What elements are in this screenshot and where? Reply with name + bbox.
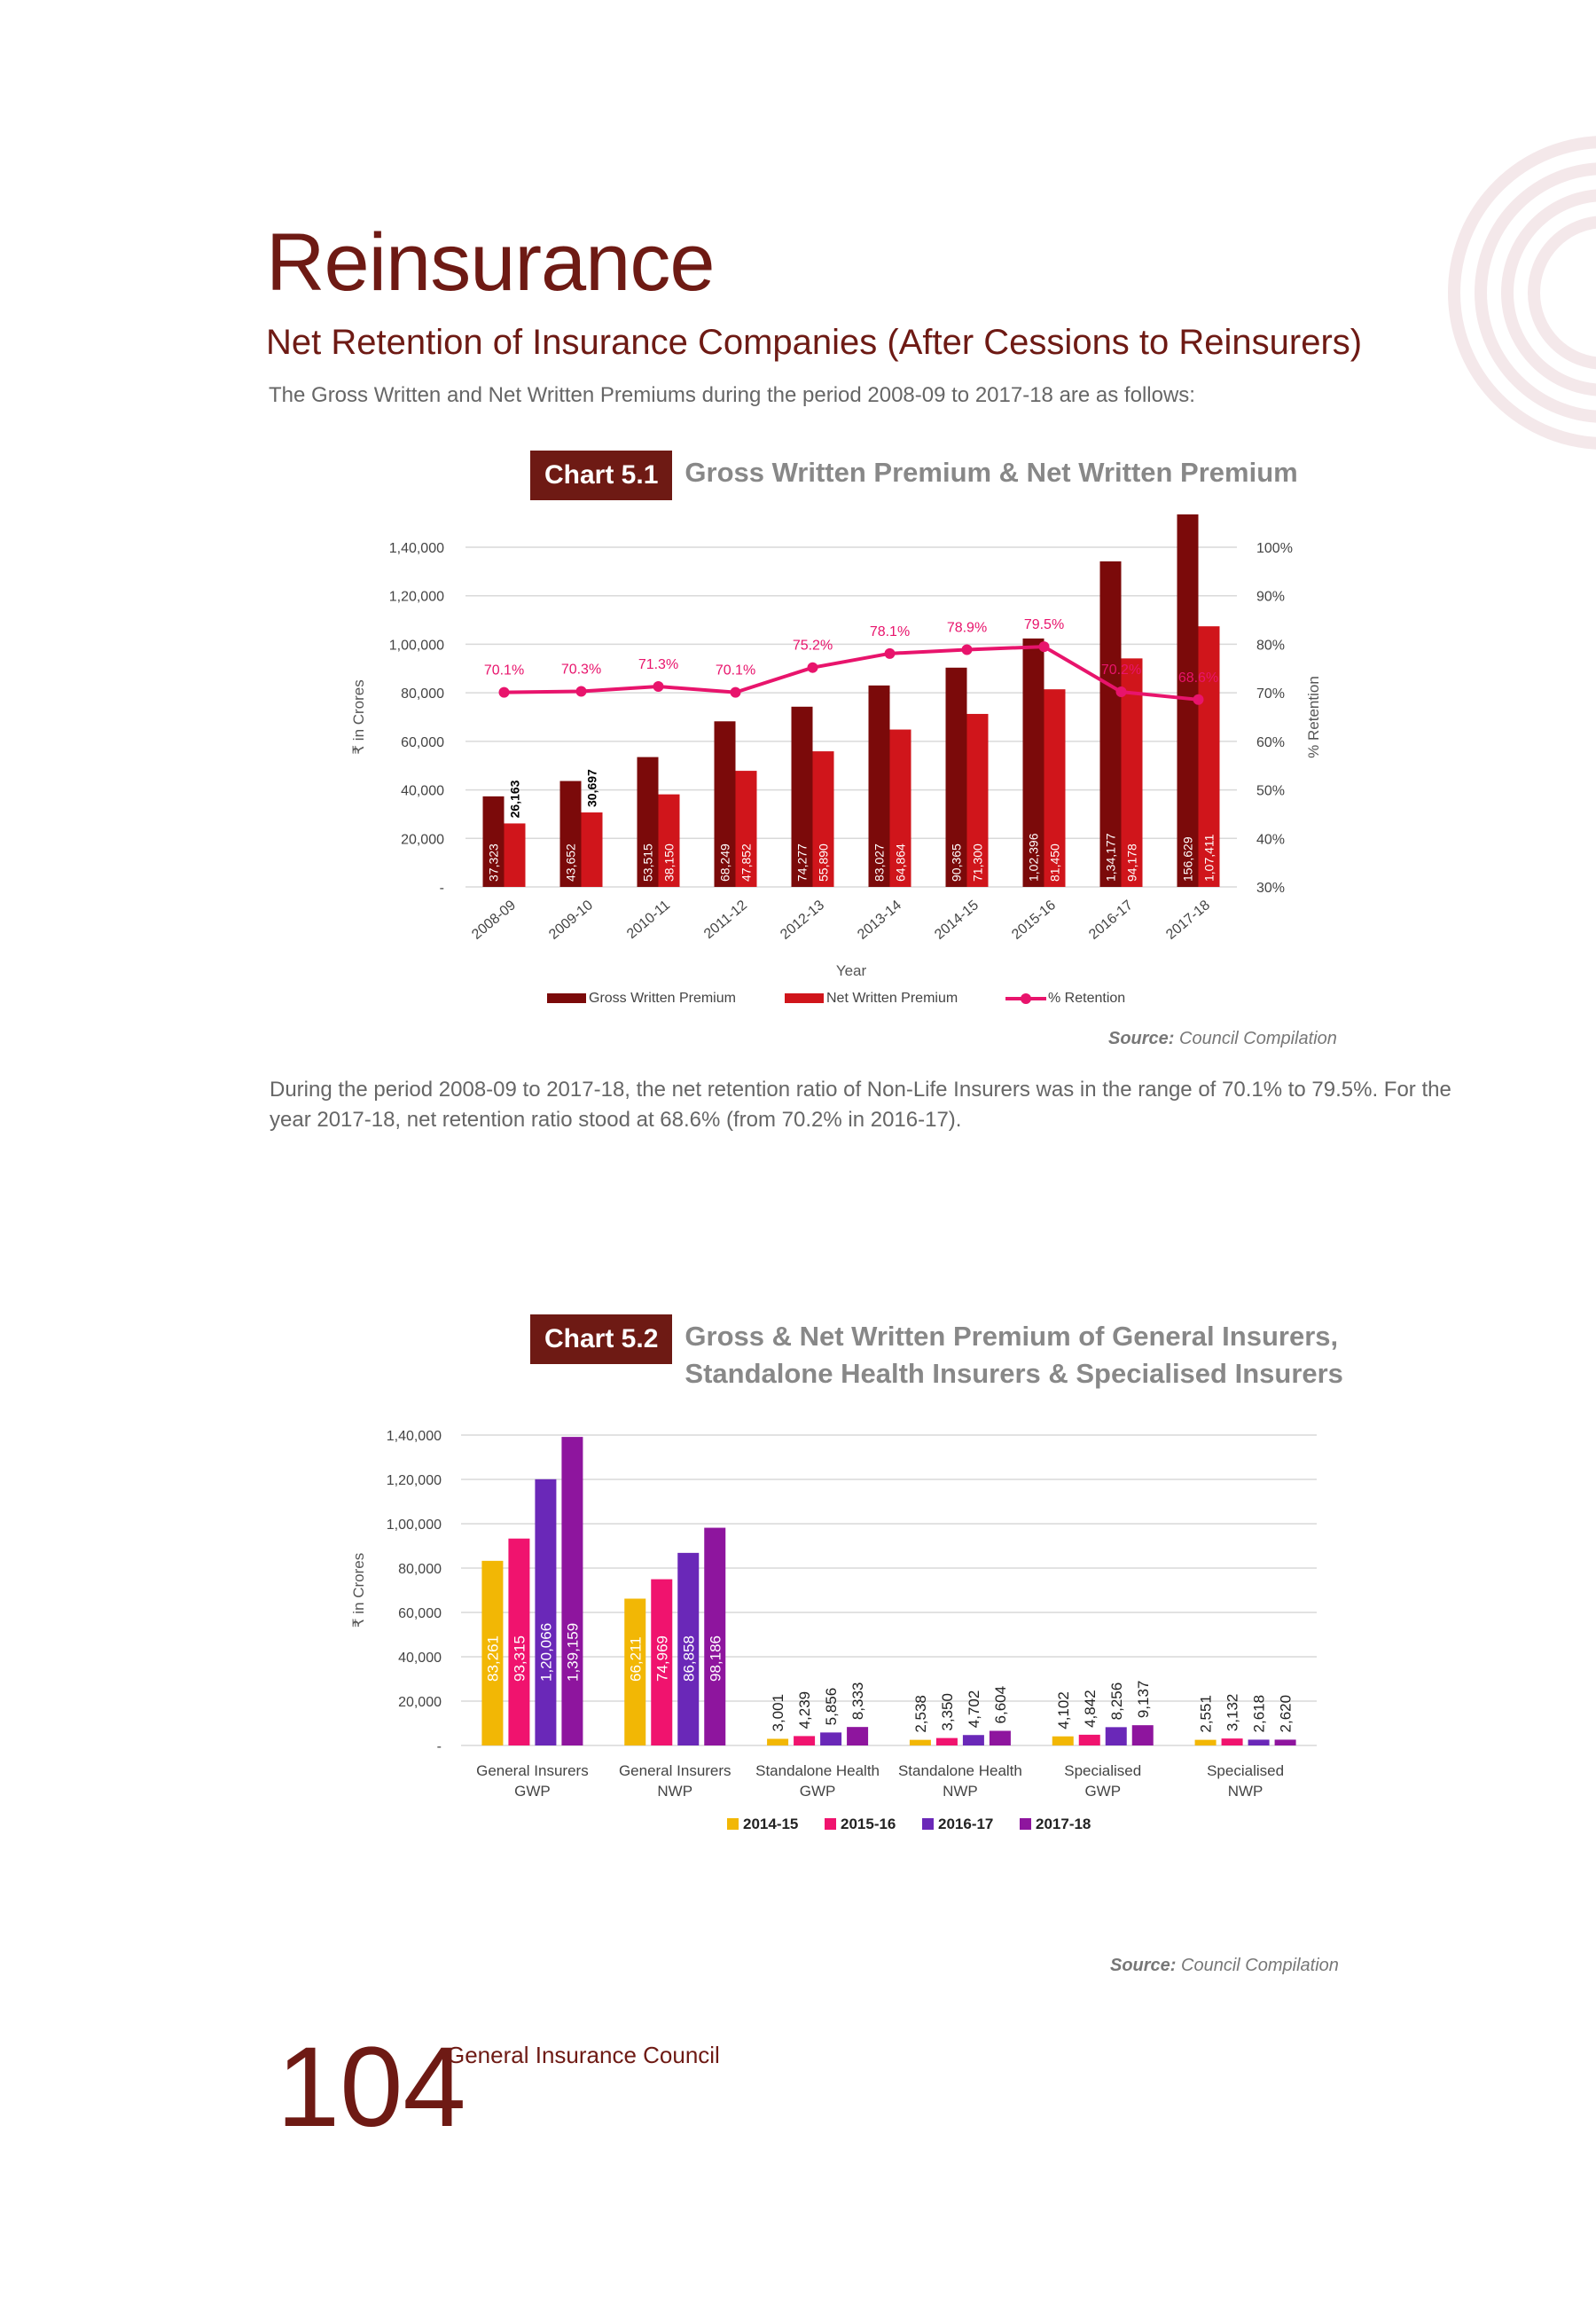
chart2-bar: [535, 1479, 556, 1745]
chart2-bar-label: 8,256: [1107, 1682, 1125, 1721]
chart2-bar: [767, 1738, 788, 1745]
chart2-legend-label: 2014-15: [743, 1816, 799, 1832]
chart2-bar: [1052, 1737, 1074, 1745]
chart2-legend-swatch: [825, 1818, 836, 1830]
chart1-heading: [530, 451, 1298, 500]
chart1-y2-tick-label: 50%: [1256, 783, 1286, 799]
chart2-y-axis-title: ₹ in Crores: [350, 1552, 367, 1628]
chart1-y2-tick-label: 90%: [1256, 589, 1286, 605]
chart1-retention-label: 75.2%: [792, 638, 833, 654]
chart1-retention-point: [576, 686, 587, 697]
chart1-label-nwp: 47,852: [739, 843, 754, 882]
chart2-bar: [1222, 1738, 1243, 1745]
chart2-x-tick-label-line2: NWP: [943, 1783, 978, 1800]
intro-text: The Gross Written and Net Written Premiums during the period 2008-09 to 2017-18 are as follows:: [269, 383, 1195, 407]
chart1-y-tick-label: -: [439, 881, 444, 896]
chart2-y-tick-label: 60,000: [398, 1606, 442, 1621]
chart1-x-tick-label: 2014-15: [932, 898, 982, 943]
chart1-retention-label: 70.1%: [715, 663, 756, 678]
chart1-legend-swatch-gwp: [547, 993, 586, 1003]
chart2-bar-label: 83,261: [484, 1635, 502, 1682]
chart2-x-tick-label-line2: GWP: [514, 1783, 551, 1800]
chart1-retention-point: [808, 663, 818, 673]
chart2-x-tick-label-line1: Specialised: [1064, 1762, 1142, 1779]
chart2-heading: [530, 1314, 1343, 1392]
chart2-x-tick-label-line1: Standalone Health: [897, 1762, 1022, 1779]
chart2-badge: Chart 5.2: [530, 1314, 672, 1364]
chart2-bar: [820, 1732, 841, 1745]
chart1-x-tick-label: 2009-10: [546, 898, 597, 943]
chart1-x-tick-label: 2011-12: [701, 898, 751, 943]
chart2-y-tick-label: -: [436, 1739, 442, 1754]
chart2-bar: [1275, 1739, 1296, 1745]
chart1-x-tick-label: 2012-13: [778, 898, 828, 943]
chart1-label-nwp: 26,163: [507, 780, 522, 819]
chart1-x-tick-label: 2013-14: [855, 898, 905, 943]
chart2-bar: [1132, 1725, 1154, 1745]
chart2-bar: [1079, 1735, 1100, 1745]
chart2-bar-label: 3,132: [1224, 1693, 1241, 1732]
chart1-label-nwp: 55,890: [816, 843, 831, 882]
chart1-label-gwp: 90,365: [949, 843, 964, 882]
chart2-source-label: Source:: [1110, 1956, 1177, 1975]
chart1-retention-label: 78.1%: [869, 624, 911, 639]
chart2-bar-label: 2,618: [1250, 1694, 1268, 1733]
chart1-retention-point: [731, 687, 741, 698]
decorative-arcs: [1312, 106, 1596, 461]
chart1-x-tick-label: 2017-18: [1163, 898, 1214, 943]
chart1-y2-tick-label: 100%: [1256, 541, 1293, 556]
chart2-y-tick-label: 20,000: [398, 1695, 442, 1710]
chart2-bar-label: 4,842: [1081, 1690, 1099, 1728]
chart2-legend-swatch: [1020, 1818, 1031, 1830]
chart2-bar-label: 98,186: [707, 1635, 724, 1682]
chart1-x-tick-label: 2008-09: [469, 898, 520, 943]
chart2-bar-label: 3,350: [938, 1693, 956, 1731]
chart1-source-label: Source:: [1108, 1029, 1175, 1048]
chart1-label-gwp: 68,249: [717, 843, 732, 882]
chart1-retention-point: [653, 681, 664, 692]
chart1-legend-label-retention: % Retention: [1048, 991, 1126, 1006]
chart1-retention-label: 71.3%: [638, 657, 679, 673]
chart1-y-tick-label: 80,000: [401, 686, 444, 702]
chart1-retention-point: [885, 648, 896, 659]
chart1-retention-point: [499, 687, 510, 698]
chart1-label-gwp: 1,02,396: [1026, 833, 1041, 882]
chart1-y2-axis-title: % Retention: [1305, 676, 1322, 758]
chart1-source: [1108, 1029, 1337, 1049]
chart2-bar-label: 4,102: [1054, 1691, 1072, 1730]
chart2-bar: [936, 1738, 958, 1745]
chart2-segment-premiums: [0, 1410, 1596, 1863]
chart1-x-axis-title: Year: [835, 962, 867, 979]
retention-paragraph: During the period 2008-09 to 2017-18, the net retention ratio of Non-Life Insurers was in the range of 70.1% to 79.5%. For the year 2017-18, net retention ratio stood at 68.6% (from 70.2% in 2016-17).: [270, 1078, 1451, 1132]
chart2-bar-label: 93,315: [511, 1635, 528, 1682]
chart2-legend-swatch: [922, 1818, 934, 1830]
chart1-label-nwp: 64,864: [893, 843, 908, 882]
chart2-bar-label: 5,856: [823, 1687, 841, 1726]
chart1-retention-label: 79.5%: [1023, 617, 1065, 633]
chart1-retention-label: 70.3%: [560, 662, 602, 678]
chart1-label-nwp: 71,300: [970, 843, 985, 882]
chart1-label-nwp: 81,450: [1047, 843, 1062, 882]
chart1-title-text: Gross Written Premium & Net Written Premium: [685, 457, 1298, 488]
chart2-legend-swatch: [727, 1818, 739, 1830]
chart1-y-tick-label: 1,20,000: [388, 589, 444, 605]
chart1-label-nwp: 1,07,411: [1201, 834, 1217, 882]
chart1-y-tick-label: 60,000: [401, 734, 444, 750]
chart2-bar: [1106, 1727, 1127, 1745]
chart2-source-text: Council Compilation: [1181, 1956, 1339, 1975]
chart2-x-tick-label-line2: NWP: [1227, 1783, 1264, 1800]
chart2-bar-label: 4,239: [796, 1690, 814, 1730]
chart1-y-tick-label: 40,000: [401, 783, 444, 799]
chart2-bar: [963, 1735, 984, 1745]
chart2-bar-label: 2,620: [1277, 1694, 1295, 1733]
chart1-x-tick-label: 2016-17: [1086, 898, 1137, 943]
page-subtitle: Net Retention of Insurance Companies (After Cessions to Reinsurers): [266, 323, 1363, 362]
chart2-bar: [847, 1727, 868, 1745]
chart1-source-text: Council Compilation: [1179, 1029, 1337, 1048]
chart1-bar-nwp: [582, 812, 603, 887]
chart2-bar-label: 86,858: [680, 1635, 698, 1682]
chart2-bar-label: 9,137: [1134, 1680, 1152, 1719]
chart2-bar-label: 1,20,066: [537, 1622, 555, 1682]
chart1-y-tick-label: 20,000: [401, 832, 444, 848]
chart1-y2-tick-label: 80%: [1256, 638, 1286, 654]
chart2-legend-label: 2017-18: [1036, 1816, 1091, 1832]
chart2-bar-label: 1,39,159: [564, 1622, 582, 1682]
chart2-x-tick-label-line2: NWP: [657, 1783, 693, 1800]
chart1-label-nwp: 30,697: [584, 769, 599, 808]
chart1-retention-label: 70.2%: [1100, 663, 1142, 678]
page-number: 104: [277, 2024, 466, 2151]
chart2-x-tick-label-line1: Specialised: [1207, 1762, 1285, 1779]
chart1-legend-swatch-nwp: [785, 993, 824, 1003]
chart2-bar: [561, 1437, 583, 1745]
chart2-x-tick-label-line1: Standalone Health: [755, 1762, 880, 1779]
chart2-title: [672, 1314, 1343, 1392]
chart2-title-line2: Standalone Health Insurers & Specialised Insurers: [685, 1357, 1343, 1389]
chart1-label-nwp: 94,178: [1124, 843, 1139, 882]
chart2-y-tick-label: 1,40,000: [386, 1429, 442, 1444]
chart1-retention-point: [962, 644, 973, 655]
chart1-x-tick-label: 2010-11: [624, 898, 674, 943]
chart1-y2-tick-label: 60%: [1256, 734, 1286, 750]
chart2-bar-label: 74,969: [653, 1635, 671, 1682]
chart1-title: [672, 451, 1297, 491]
chart1-label-gwp: 37,323: [486, 843, 501, 882]
chart1-label-gwp: 74,277: [794, 843, 810, 882]
chart1-label-gwp: 156,629: [1180, 836, 1195, 882]
chart2-bar-label: 4,702: [965, 1690, 982, 1729]
chart1-retention-point: [1193, 694, 1204, 705]
chart2-bar-label: 3,001: [770, 1693, 787, 1732]
chart2-x-tick-label-line2: GWP: [1084, 1783, 1122, 1800]
page-title: Reinsurance: [266, 217, 715, 308]
chart1-label-gwp: 53,515: [640, 843, 655, 882]
chart1-y2-tick-label: 70%: [1256, 686, 1286, 702]
chart2-x-tick-label-line1: General Insurers: [618, 1762, 732, 1779]
chart2-y-tick-label: 1,20,000: [386, 1473, 442, 1488]
chart1-x-tick-label: 2015-16: [1009, 898, 1060, 943]
chart2-legend-label: 2015-16: [841, 1816, 896, 1832]
chart2-bar: [990, 1730, 1011, 1745]
chart1-gwp-nwp: [0, 514, 1596, 1029]
chart1-retention-line: [505, 647, 1199, 700]
chart2-bar-label: 66,211: [627, 1636, 645, 1682]
chart2-title-line1: Gross & Net Written Premium of General Insurers,: [685, 1321, 1339, 1352]
chart2-bar: [1195, 1740, 1217, 1745]
chart2-bar: [1248, 1739, 1270, 1745]
chart1-legend-label-gwp: Gross Written Premium: [589, 991, 736, 1006]
chart1-retention-point: [1039, 641, 1050, 652]
chart1-label-gwp: 43,652: [563, 843, 578, 882]
chart2-y-tick-label: 1,00,000: [386, 1518, 442, 1533]
chart1-bar-nwp: [505, 823, 526, 887]
chart2-bar: [910, 1740, 931, 1745]
chart2-x-tick-label-line2: GWP: [799, 1783, 836, 1800]
chart1-y-tick-label: 1,00,000: [388, 638, 444, 654]
publisher-name: General Insurance Council: [447, 2042, 720, 2068]
chart2-x-tick-label-line1: General Insurers: [476, 1762, 589, 1779]
chart2-bar: [794, 1736, 815, 1745]
chart2-source: [1110, 1956, 1339, 1976]
chart2-y-tick-label: 80,000: [398, 1562, 442, 1577]
chart1-retention-label: 78.9%: [946, 620, 988, 636]
chart1-retention-point: [1116, 686, 1127, 697]
chart2-bar-label: 2,551: [1197, 1695, 1215, 1733]
chart1-label-gwp: 83,027: [872, 843, 887, 882]
chart1-retention-label: 70.1%: [483, 663, 525, 678]
chart1-legend-label-nwp: Net Written Premium: [826, 991, 958, 1006]
chart1-y2-tick-label: 30%: [1256, 881, 1286, 896]
chart1-legend-marker-retention: [1021, 993, 1031, 1004]
chart1-badge: Chart 5.1: [530, 451, 672, 500]
chart2-bar-label: 6,604: [991, 1685, 1009, 1724]
chart1-y2-tick-label: 40%: [1256, 832, 1286, 848]
chart2-bar-label: 8,333: [849, 1682, 867, 1721]
chart1-y-tick-label: 1,40,000: [388, 541, 444, 556]
chart2-y-tick-label: 40,000: [398, 1651, 442, 1666]
chart1-retention-label: 68.6%: [1177, 670, 1219, 686]
chart1-label-gwp: 1,34,177: [1103, 833, 1118, 882]
chart2-legend-label: 2016-17: [938, 1816, 994, 1832]
chart2-bar-label: 2,538: [911, 1695, 929, 1733]
chart1-label-nwp: 38,150: [661, 843, 677, 882]
chart1-y-axis-title: ₹ in Crores: [350, 679, 367, 755]
